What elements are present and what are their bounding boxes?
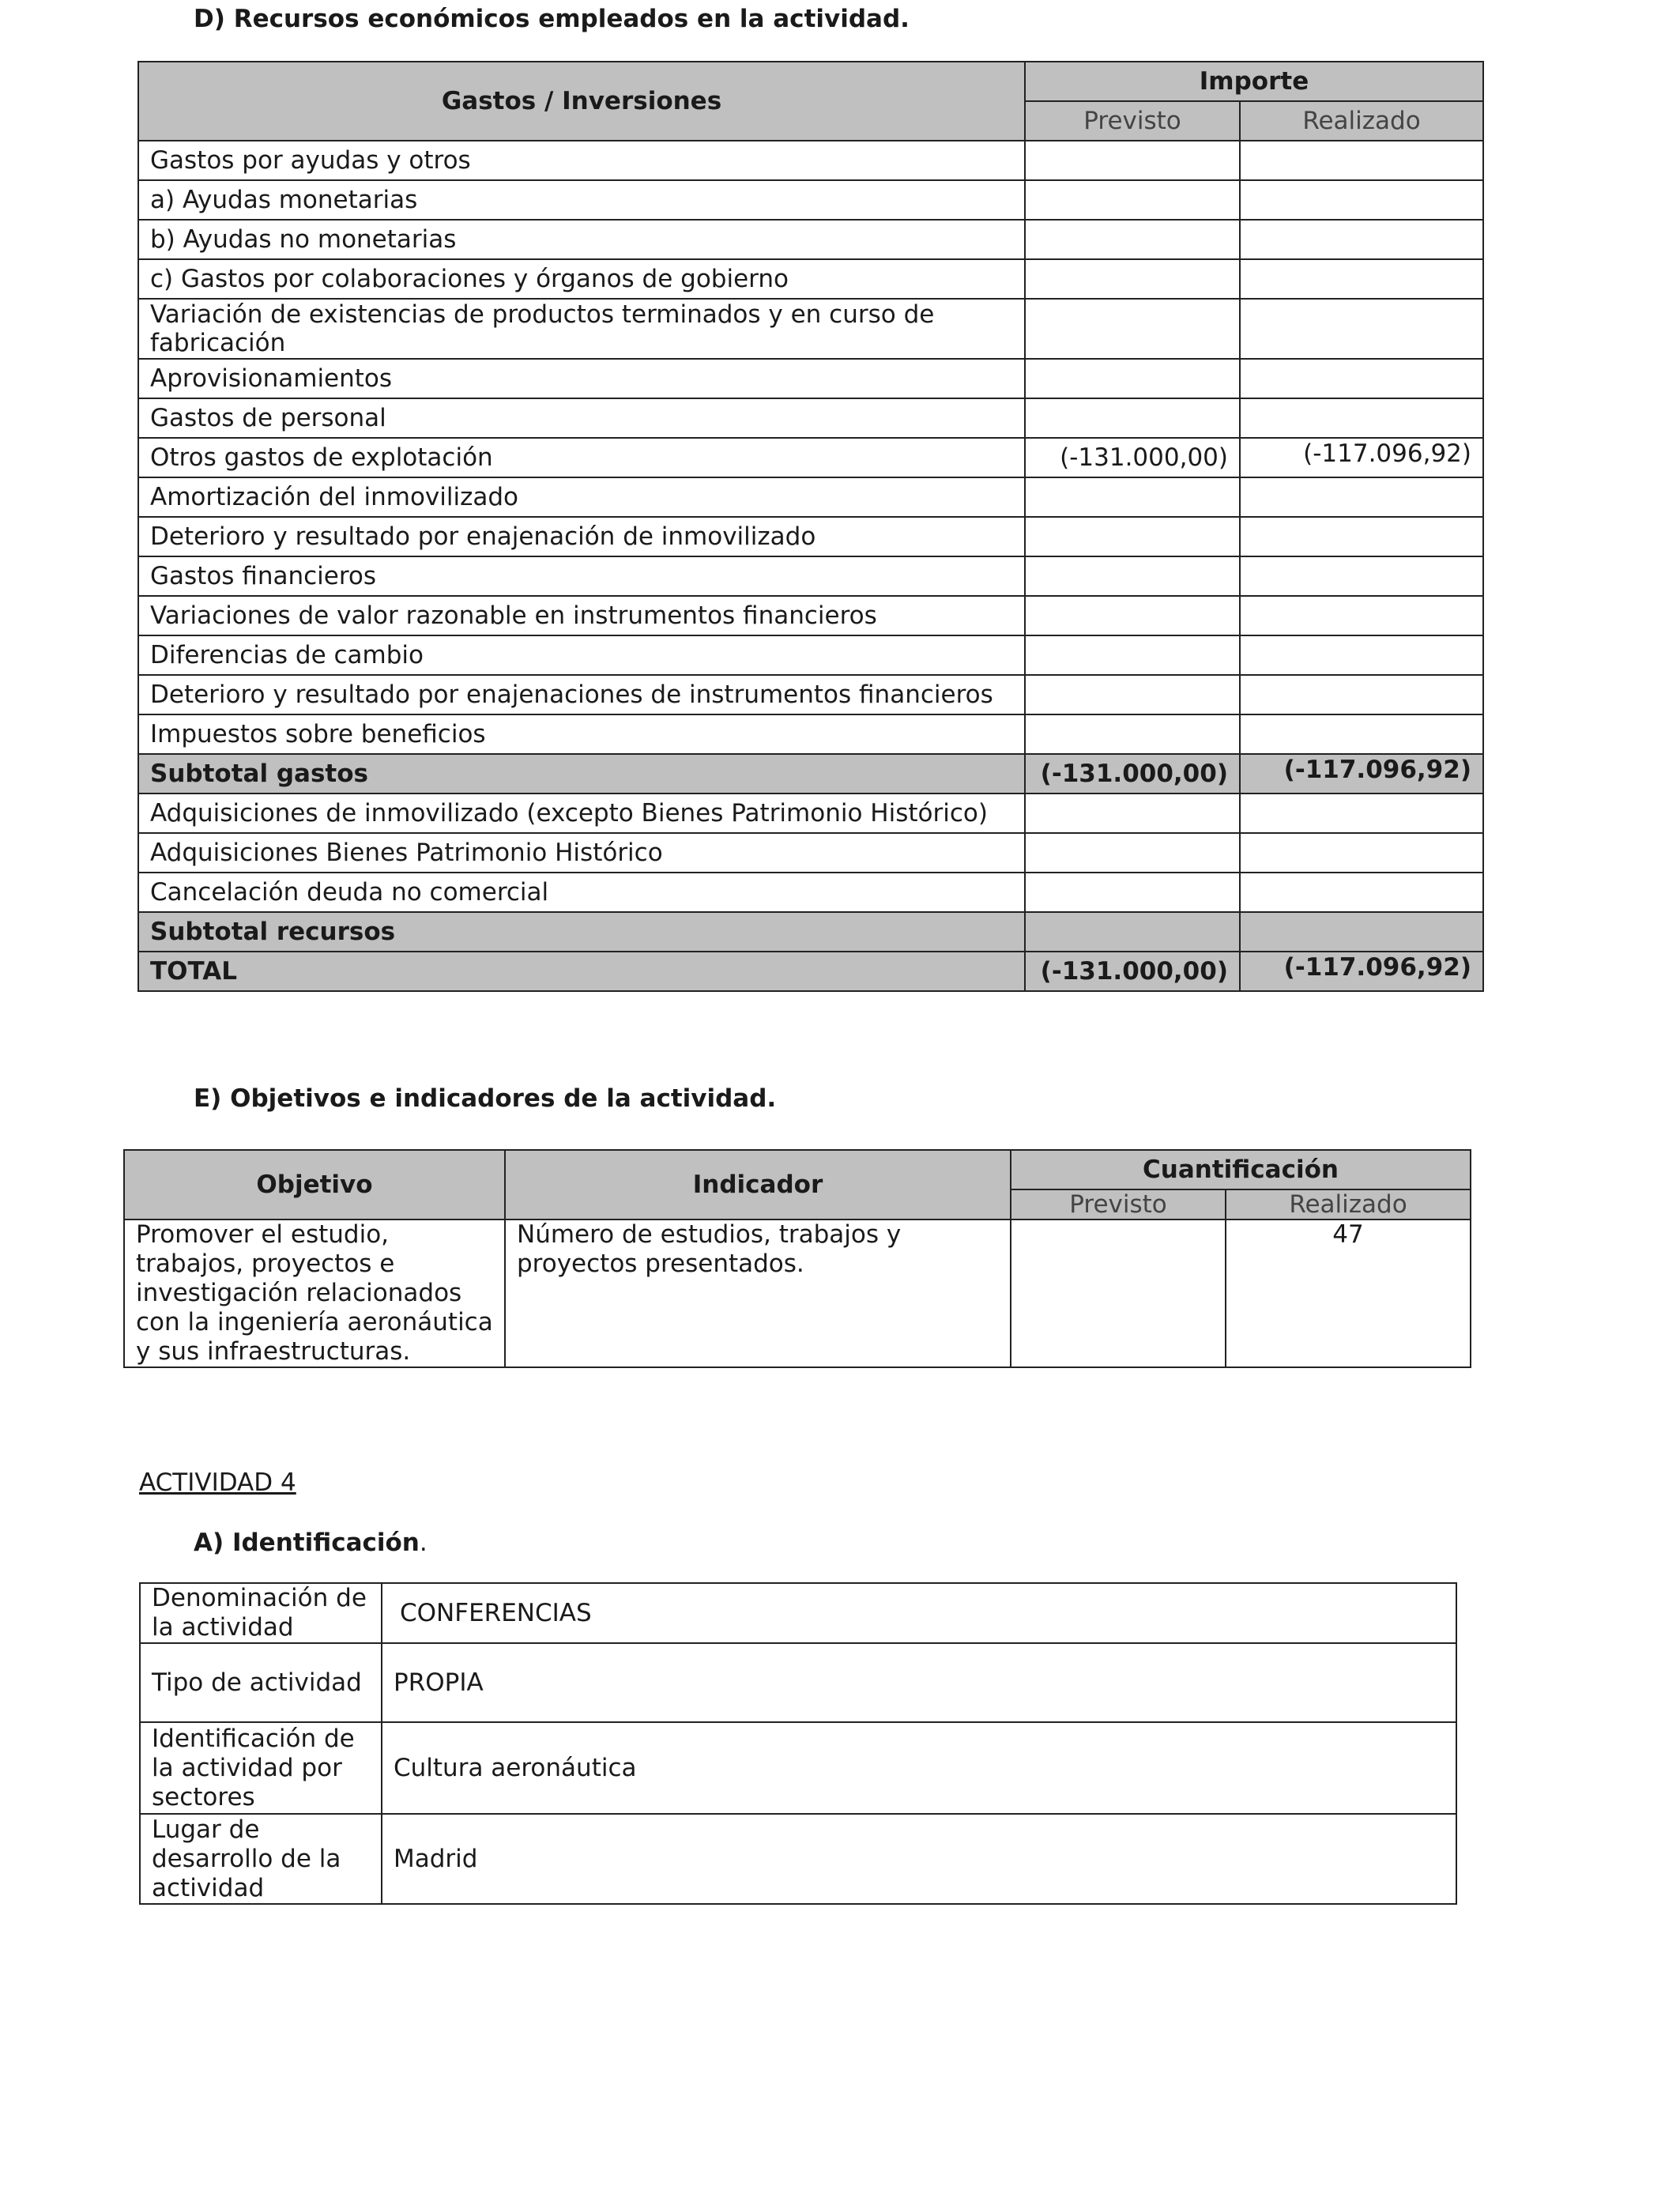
realizado-cell — [1240, 180, 1483, 220]
table-row — [138, 141, 1483, 180]
realizado-cell — [1240, 873, 1483, 912]
row-label: Adquisiciones Bienes Patrimonio Histórico — [138, 833, 1025, 873]
header-indicador: Indicador — [505, 1150, 1011, 1220]
header-objetivo: Objetivo — [124, 1150, 505, 1220]
realizado-cell — [1240, 833, 1483, 873]
previsto-cell: (-131.000,00) — [1025, 438, 1240, 477]
row-label: TOTAL — [138, 952, 1025, 991]
header-realizado: Realizado — [1226, 1189, 1471, 1220]
previsto-cell — [1025, 794, 1240, 833]
total-row — [138, 952, 1483, 991]
realizado-cell — [1240, 220, 1483, 259]
row-label: Subtotal recursos — [138, 912, 1025, 952]
indicador-cell: Número de estudios, trabajos y proyectos presentados. — [505, 1220, 1011, 1367]
realizado-cell — [1240, 714, 1483, 754]
row-label: Gastos financieros — [138, 556, 1025, 596]
previsto-cell — [1025, 220, 1240, 259]
table-row — [138, 873, 1483, 912]
previsto-cell — [1025, 596, 1240, 635]
row-label: Aprovisionamientos — [138, 359, 1025, 398]
previsto-cell — [1025, 556, 1240, 596]
header-gastos-inversiones: Gastos / Inversiones — [138, 62, 1025, 141]
header-cuantificacion: Cuantificación — [1011, 1150, 1471, 1189]
row-label: Amortización del inmovilizado — [138, 477, 1025, 517]
row-label: Tipo de actividad — [140, 1643, 382, 1722]
row-label: Gastos de personal — [138, 398, 1025, 438]
realizado-cell — [1240, 259, 1483, 299]
section-e-title: E) Objetivos e indicadores de la actividad. — [194, 1084, 777, 1113]
resources-table — [137, 61, 1484, 992]
previsto-cell — [1025, 714, 1240, 754]
realizado-cell — [1240, 912, 1483, 952]
table-row — [138, 794, 1483, 833]
row-label: Lugar de desarrollo de la actividad — [140, 1814, 382, 1904]
table-row — [138, 299, 1483, 359]
previsto-cell: (-131.000,00) — [1025, 952, 1240, 991]
table-row — [138, 259, 1483, 299]
previsto-cell — [1025, 477, 1240, 517]
table-row — [140, 1583, 1456, 1643]
row-label: b) Ayudas no monetarias — [138, 220, 1025, 259]
previsto-cell — [1025, 912, 1240, 952]
row-value: PROPIA — [382, 1643, 1456, 1722]
header-previsto: Previsto — [1025, 101, 1240, 141]
realizado-cell — [1240, 675, 1483, 714]
row-label: Variación de existencias de productos terminados y en curso de fabricación — [138, 299, 1025, 359]
row-label: Adquisiciones de inmovilizado (excepto Bienes Patrimonio Histórico) — [138, 794, 1025, 833]
row-label: Otros gastos de explotación — [138, 438, 1025, 477]
row-label: Denominación de la actividad — [140, 1583, 382, 1643]
objectives-table — [123, 1149, 1471, 1368]
row-label: Cancelación deuda no comercial — [138, 873, 1025, 912]
table-row — [140, 1814, 1456, 1904]
previsto-cell — [1025, 873, 1240, 912]
realizado-cell: (-117.096,92) — [1240, 754, 1483, 794]
previsto-cell — [1025, 635, 1240, 675]
table-row — [138, 833, 1483, 873]
previsto-cell — [1025, 259, 1240, 299]
previsto-cell — [1025, 517, 1240, 556]
previsto-cell — [1025, 359, 1240, 398]
previsto-cell — [1025, 398, 1240, 438]
table-row — [138, 675, 1483, 714]
table-row — [138, 517, 1483, 556]
realizado-cell — [1240, 299, 1483, 359]
realizado-cell: (-117.096,92) — [1240, 952, 1483, 991]
previsto-cell — [1025, 180, 1240, 220]
table-row — [138, 556, 1483, 596]
previsto-cell — [1025, 833, 1240, 873]
realizado-cell — [1240, 596, 1483, 635]
table-row — [138, 398, 1483, 438]
realizado-cell — [1240, 477, 1483, 517]
realizado-cell: 47 — [1226, 1220, 1471, 1367]
previsto-cell — [1025, 675, 1240, 714]
table-row — [138, 220, 1483, 259]
realizado-cell — [1240, 398, 1483, 438]
table-row — [138, 477, 1483, 517]
previsto-cell — [1011, 1220, 1226, 1367]
header-importe: Importe — [1025, 62, 1483, 101]
header-previsto: Previsto — [1011, 1189, 1226, 1220]
row-value: Madrid — [382, 1814, 1456, 1904]
objetivo-cell: Promover el estudio, trabajos, proyectos e investigación relacionados con la ingeniería aeronáutica y sus infraestructuras. — [124, 1220, 505, 1367]
realizado-cell — [1240, 794, 1483, 833]
table-row — [138, 714, 1483, 754]
previsto-cell — [1025, 299, 1240, 359]
subtotal-recursos-row — [138, 912, 1483, 952]
section-a-title — [194, 1529, 428, 1557]
row-label: c) Gastos por colaboraciones y órganos de gobierno — [138, 259, 1025, 299]
section-d-title: D) Recursos económicos empleados en la actividad. — [194, 5, 910, 33]
table-row — [138, 359, 1483, 398]
previsto-cell — [1025, 141, 1240, 180]
table-row — [138, 438, 1483, 477]
table-row — [138, 180, 1483, 220]
realizado-cell — [1240, 359, 1483, 398]
row-label: Diferencias de cambio — [138, 635, 1025, 675]
subtotal-gastos-row — [138, 754, 1483, 794]
actividad-4-title: ACTIVIDAD 4 — [139, 1468, 296, 1497]
table-row — [138, 596, 1483, 635]
realizado-cell — [1240, 141, 1483, 180]
row-label: Identificación de la actividad por sectores — [140, 1722, 382, 1814]
realizado-cell — [1240, 556, 1483, 596]
table-row — [124, 1220, 1471, 1367]
row-label: Subtotal gastos — [138, 754, 1025, 794]
row-label: Variaciones de valor razonable en instrumentos financieros — [138, 596, 1025, 635]
row-label: a) Ayudas monetarias — [138, 180, 1025, 220]
previsto-cell: (-131.000,00) — [1025, 754, 1240, 794]
row-label: Deterioro y resultado por enajenaciones de instrumentos financieros — [138, 675, 1025, 714]
identification-table — [139, 1582, 1457, 1905]
row-value: Cultura aeronáutica — [382, 1722, 1456, 1814]
realizado-cell — [1240, 635, 1483, 675]
table-row — [140, 1722, 1456, 1814]
realizado-cell — [1240, 517, 1483, 556]
row-value: CONFERENCIAS — [382, 1583, 1456, 1643]
table-row — [140, 1643, 1456, 1722]
table-row — [138, 635, 1483, 675]
row-label: Gastos por ayudas y otros — [138, 141, 1025, 180]
row-label: Impuestos sobre beneficios — [138, 714, 1025, 754]
row-label: Deterioro y resultado por enajenación de inmovilizado — [138, 517, 1025, 556]
section-a-title-period: . — [419, 1529, 428, 1557]
header-realizado: Realizado — [1240, 101, 1483, 141]
realizado-cell: (-117.096,92) — [1240, 438, 1483, 477]
section-a-title-text: A) Identificación — [194, 1529, 420, 1557]
